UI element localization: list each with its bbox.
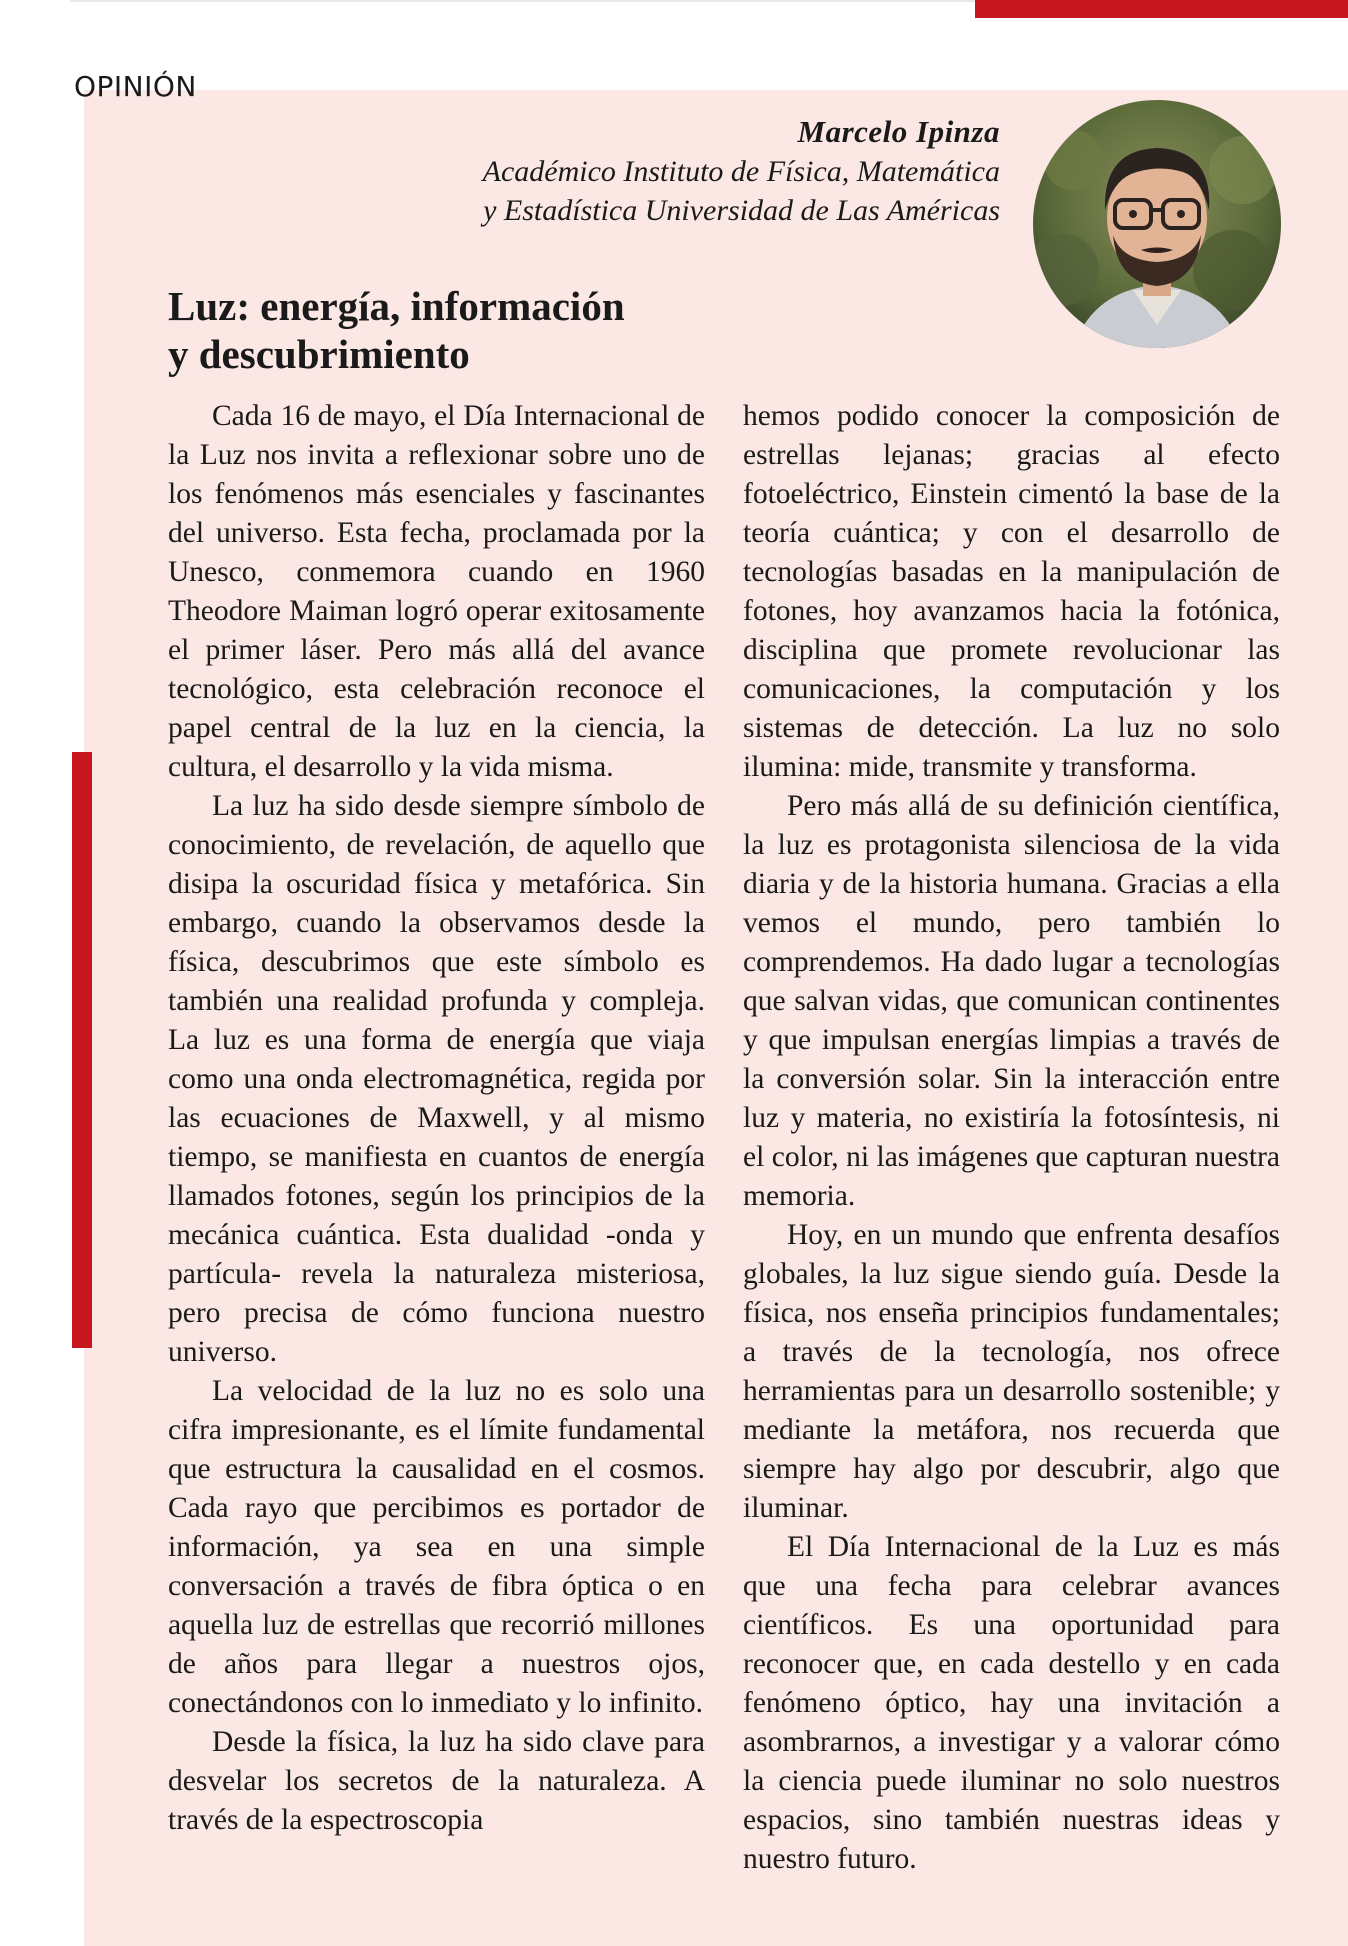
section-label: OPINIÓN bbox=[74, 70, 197, 103]
paragraph: La velocidad de la luz no es solo una cifra impresionante, es el límite fundamental que estructura la causalidad en el cosmos. Cada rayo que percibimos es portador de información, ya sea en una simple conversación a través de fibra óptica o en aquella luz de estrellas que recorrió millones de años para llegar a nuestros ojos, conectándonos con lo inmediato y lo infinito. bbox=[168, 1375, 705, 1719]
author-name: Marcelo Ipinza bbox=[797, 114, 1000, 149]
paragraph: La luz ha sido desde siempre símbolo de conocimiento, de revelación, de aquello que disipa la oscuridad física y metafórica. Sin embargo, cuando la observamos desde la física, descubrimos que este símbolo es también una realidad profunda y compleja. La luz es una forma de energía que viaja como una onda electromagnética, regida por las ecuaciones de Maxwell, y al mismo tiempo, se manifiesta en cuantos de energía llamados fotones, según los principios de la mecánica cuántica. Esta dualidad -onda y partícula- revela la naturaleza misteriosa, pero precisa de cómo funciona nuestro universo. bbox=[168, 790, 705, 1368]
paragraph: Cada 16 de mayo, el Día Internacional de la Luz nos invita a reflexionar sobre uno de los fenómenos más esenciales y fascinantes del universo. Esta fecha, proclamada por la Unesco, conmemora cuando en 1960 Theodore Maiman logró operar exitosamente el primer láser. Pero más allá del avance tecnológico, esta celebración reconoce el papel central de la luz en la ciencia, la cultura, el desarrollo y la vida misma. bbox=[168, 400, 705, 783]
article-column-left bbox=[168, 397, 705, 1840]
paragraph-continuation: hemos podido conocer la composición de estrellas lejanas; gracias al efecto fotoeléctrico, Einstein cimentó la base de la teoría cuántica; y con el desarrollo de tecnologías basadas en la manipulación de fotones, hoy avanzamos hacia la fotónica, disciplina que promete revolucionar las comunicaciones, la computación y los sistemas de detección. La luz no solo ilumina: mide, transmite y transforma. bbox=[743, 400, 1280, 783]
paragraph: Desde la física, la luz ha sido clave para desvelar los secretos de la naturaleza. A través de la espectroscopia bbox=[168, 1726, 705, 1836]
headline-line-1: Luz: energía, información bbox=[168, 283, 625, 329]
paragraph: Hoy, en un mundo que enfrenta desafíos globales, la luz sigue siendo guía. Desde la física, nos enseña principios fundamentales; a través de la tecnología, nos ofrece herramientas para un desarrollo sostenible; y mediante la metáfora, nos recuerda que siempre hay algo por descubrir, algo que iluminar. bbox=[743, 1219, 1280, 1524]
headline-line-2: y descubrimiento bbox=[168, 331, 470, 377]
headline bbox=[168, 282, 788, 378]
author-portrait-icon bbox=[1033, 100, 1281, 348]
paragraph: El Día Internacional de la Luz es más que una fecha para celebrar avances científicos. Es una oportunidad para reconocer que, en cada destello y en cada fenómeno óptico, hay una invitación a asombrarnos, a investigar y a valorar cómo la ciencia puede iluminar no solo nuestros espacios, sino también nuestras ideas y nuestro futuro. bbox=[743, 1531, 1280, 1875]
author-role-line-2: y Estadística Universidad de Las Américas bbox=[483, 194, 1000, 227]
side-accent-rule bbox=[72, 752, 92, 1348]
article-column-right bbox=[743, 397, 1280, 1879]
paragraph: Pero más allá de su definición científica, la luz es protagonista silenciosa de la vida diaria y de la historia humana. Gracias a ella vemos el mundo, pero también lo comprendemos. Ha dado lugar a tecnologías que salvan vidas, que comunican continentes y que impulsan energías limpias a través de la conversión solar. Sin la interacción entre luz y materia, no existiría la fotosíntesis, ni el color, ni las imágenes que capturan nuestra memoria. bbox=[743, 790, 1280, 1212]
author-role-line-1: Académico Instituto de Física, Matemática bbox=[482, 155, 1000, 188]
accent-bar bbox=[975, 0, 1348, 18]
top-divider bbox=[70, 0, 975, 2]
byline bbox=[483, 112, 1000, 230]
